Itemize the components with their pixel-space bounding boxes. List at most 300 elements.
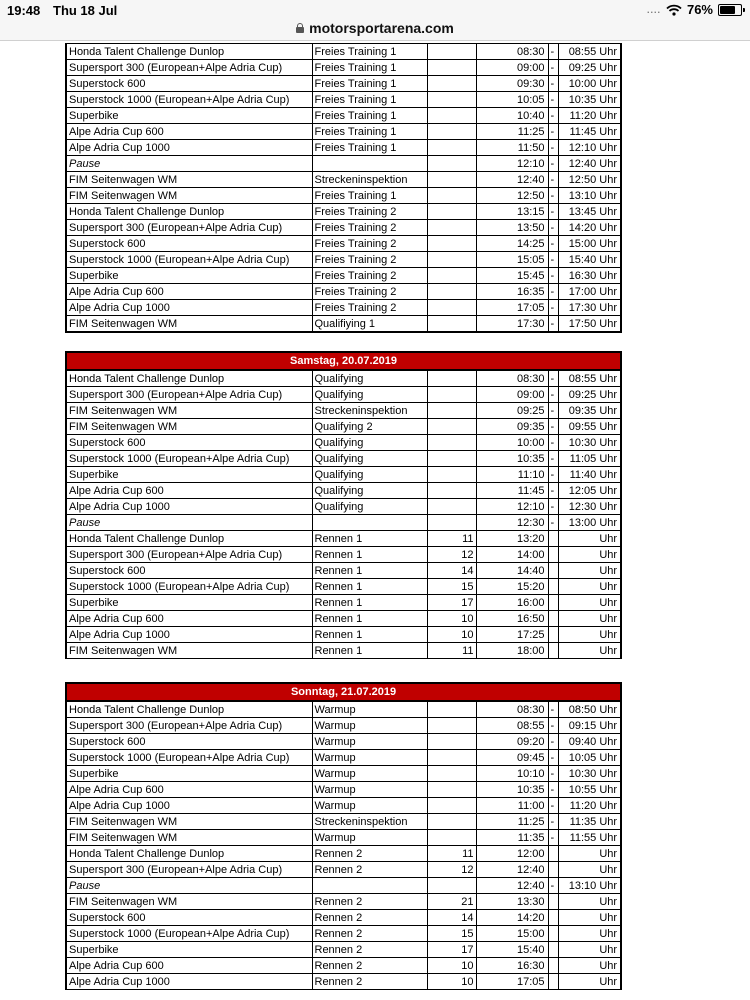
session-cell: Freies Training 1 xyxy=(312,124,427,140)
end-time-cell: 09:25 Uhr xyxy=(558,387,621,403)
class-cell: Supersport 300 (European+Alpe Adria Cup) xyxy=(66,220,312,236)
session-cell: Freies Training 2 xyxy=(312,220,427,236)
class-cell: FIM Seitenwagen WM xyxy=(66,403,312,419)
dash-cell: - xyxy=(548,766,558,782)
dash-cell: - xyxy=(548,284,558,300)
laps-cell xyxy=(427,766,476,782)
dash-cell xyxy=(548,595,558,611)
class-cell: Superstock 600 xyxy=(66,563,312,579)
laps-cell xyxy=(427,798,476,814)
battery-level-fill xyxy=(720,6,735,14)
start-time-cell: 10:35 xyxy=(476,451,548,467)
schedule-table-sonntag xyxy=(65,682,622,990)
start-time-cell: 09:45 xyxy=(476,750,548,766)
schedule-row xyxy=(66,611,621,627)
start-time-cell: 17:25 xyxy=(476,627,548,643)
schedule-row xyxy=(66,403,621,419)
laps-cell xyxy=(427,108,476,124)
class-cell: Superstock 1000 (European+Alpe Adria Cup) xyxy=(66,579,312,595)
session-cell: Freies Training 2 xyxy=(312,300,427,316)
dash-cell xyxy=(548,563,558,579)
dash-cell xyxy=(548,894,558,910)
battery-icon xyxy=(718,4,742,16)
address-bar[interactable] xyxy=(0,20,750,41)
laps-cell xyxy=(427,220,476,236)
dash-cell: - xyxy=(548,268,558,284)
dash-cell: - xyxy=(548,76,558,92)
class-cell: Honda Talent Challenge Dunlop xyxy=(66,846,312,862)
wifi-icon xyxy=(666,4,682,16)
laps-cell xyxy=(427,419,476,435)
start-time-cell: 14:20 xyxy=(476,910,548,926)
dash-cell xyxy=(548,611,558,627)
end-time-cell: Uhr xyxy=(558,958,621,974)
schedule-row xyxy=(66,451,621,467)
laps-cell: 21 xyxy=(427,894,476,910)
laps-cell xyxy=(427,387,476,403)
session-cell: Rennen 2 xyxy=(312,942,427,958)
schedule-row xyxy=(66,734,621,750)
session-cell: Warmup xyxy=(312,701,427,718)
start-time-cell: 10:40 xyxy=(476,108,548,124)
end-time-cell: Uhr xyxy=(558,547,621,563)
class-cell: Alpe Adria Cup 1000 xyxy=(66,627,312,643)
session-cell: Warmup xyxy=(312,830,427,846)
start-time-cell: 12:10 xyxy=(476,499,548,515)
dash-cell: - xyxy=(548,370,558,387)
schedule-row xyxy=(66,830,621,846)
start-time-cell: 13:15 xyxy=(476,204,548,220)
start-time-cell: 16:50 xyxy=(476,611,548,627)
class-cell: Honda Talent Challenge Dunlop xyxy=(66,531,312,547)
end-time-cell: 17:50 Uhr xyxy=(558,316,621,333)
dash-cell: - xyxy=(548,750,558,766)
laps-cell xyxy=(427,467,476,483)
dash-cell: - xyxy=(548,451,558,467)
start-time-cell: 11:50 xyxy=(476,140,548,156)
laps-cell xyxy=(427,750,476,766)
start-time-cell: 12:50 xyxy=(476,188,548,204)
session-cell: Rennen 1 xyxy=(312,579,427,595)
dash-cell xyxy=(548,862,558,878)
start-time-cell: 15:00 xyxy=(476,926,548,942)
laps-cell: 15 xyxy=(427,579,476,595)
start-time-cell: 09:00 xyxy=(476,387,548,403)
session-cell: Freies Training 2 xyxy=(312,236,427,252)
start-time-cell: 10:35 xyxy=(476,782,548,798)
laps-cell: 14 xyxy=(427,563,476,579)
end-time-cell: 13:45 Uhr xyxy=(558,204,621,220)
class-cell: Alpe Adria Cup 600 xyxy=(66,483,312,499)
start-time-cell: 13:20 xyxy=(476,531,548,547)
end-time-cell: 10:35 Uhr xyxy=(558,92,621,108)
start-time-cell: 14:00 xyxy=(476,547,548,563)
schedule-row xyxy=(66,316,621,333)
end-time-cell: 16:30 Uhr xyxy=(558,268,621,284)
schedule-row xyxy=(66,814,621,830)
start-time-cell: 12:10 xyxy=(476,156,548,172)
session-cell: Qualifying 2 xyxy=(312,419,427,435)
class-cell: Superstock 600 xyxy=(66,435,312,451)
class-cell: Superstock 1000 (European+Alpe Adria Cup) xyxy=(66,92,312,108)
session-cell: Warmup xyxy=(312,782,427,798)
status-time: 19:48 xyxy=(7,3,41,18)
laps-cell: 10 xyxy=(427,974,476,990)
session-cell: Freies Training 1 xyxy=(312,60,427,76)
dash-cell: - xyxy=(548,204,558,220)
start-time-cell: 12:40 xyxy=(476,172,548,188)
laps-cell xyxy=(427,60,476,76)
end-time-cell: 10:55 Uhr xyxy=(558,782,621,798)
end-time-cell: 11:45 Uhr xyxy=(558,124,621,140)
start-time-cell: 15:20 xyxy=(476,579,548,595)
end-time-cell: 12:05 Uhr xyxy=(558,483,621,499)
laps-cell xyxy=(427,435,476,451)
laps-cell xyxy=(427,403,476,419)
class-cell: Superbike xyxy=(66,942,312,958)
end-time-cell: 08:55 Uhr xyxy=(558,370,621,387)
day-header: Samstag, 20.07.2019 xyxy=(66,352,621,370)
end-time-cell: 08:55 Uhr xyxy=(558,44,621,60)
class-cell: Alpe Adria Cup 1000 xyxy=(66,798,312,814)
dash-cell: - xyxy=(548,718,558,734)
signal-dots-icon: .... xyxy=(646,4,661,15)
class-cell: Superstock 600 xyxy=(66,910,312,926)
dash-cell: - xyxy=(548,220,558,236)
laps-cell xyxy=(427,316,476,333)
end-time-cell: Uhr xyxy=(558,942,621,958)
schedule-row xyxy=(66,140,621,156)
status-date: Thu 18 Jul xyxy=(53,3,118,18)
end-time-cell: Uhr xyxy=(558,611,621,627)
schedule-row xyxy=(66,483,621,499)
class-cell: Alpe Adria Cup 600 xyxy=(66,782,312,798)
schedule-row xyxy=(66,156,621,172)
dash-cell: - xyxy=(548,172,558,188)
schedule-row xyxy=(66,579,621,595)
class-cell: Honda Talent Challenge Dunlop xyxy=(66,701,312,718)
session-cell xyxy=(312,156,427,172)
url-text: motorsportarena.com xyxy=(309,20,454,36)
schedule-rows xyxy=(66,701,621,990)
end-time-cell: Uhr xyxy=(558,595,621,611)
schedule-row xyxy=(66,862,621,878)
start-time-cell: 18:00 xyxy=(476,643,548,659)
laps-cell: 11 xyxy=(427,643,476,659)
end-time-cell: Uhr xyxy=(558,643,621,659)
class-cell: Pause xyxy=(66,156,312,172)
class-cell: Superbike xyxy=(66,108,312,124)
end-time-cell: 08:50 Uhr xyxy=(558,701,621,718)
dash-cell xyxy=(548,531,558,547)
dash-cell: - xyxy=(548,108,558,124)
end-time-cell: 11:20 Uhr xyxy=(558,108,621,124)
laps-cell: 12 xyxy=(427,862,476,878)
schedule-rows xyxy=(66,370,621,659)
end-time-cell: 12:10 Uhr xyxy=(558,140,621,156)
start-time-cell: 10:10 xyxy=(476,766,548,782)
session-cell: Freies Training 1 xyxy=(312,108,427,124)
start-time-cell: 13:30 xyxy=(476,894,548,910)
end-time-cell: Uhr xyxy=(558,910,621,926)
start-time-cell: 12:40 xyxy=(476,878,548,894)
laps-cell xyxy=(427,268,476,284)
schedule-row xyxy=(66,268,621,284)
start-time-cell: 08:55 xyxy=(476,718,548,734)
laps-cell xyxy=(427,252,476,268)
schedule-table-friday xyxy=(65,43,622,333)
session-cell: Warmup xyxy=(312,766,427,782)
start-time-cell: 15:40 xyxy=(476,942,548,958)
start-time-cell: 11:35 xyxy=(476,830,548,846)
class-cell: Alpe Adria Cup 600 xyxy=(66,958,312,974)
dash-cell: - xyxy=(548,878,558,894)
dash-cell: - xyxy=(548,140,558,156)
laps-cell xyxy=(427,515,476,531)
end-time-cell: 11:05 Uhr xyxy=(558,451,621,467)
class-cell: Superbike xyxy=(66,268,312,284)
class-cell: Superstock 1000 (European+Alpe Adria Cup) xyxy=(66,750,312,766)
status-bar xyxy=(0,0,750,20)
schedule-row xyxy=(66,798,621,814)
class-cell: Supersport 300 (European+Alpe Adria Cup) xyxy=(66,862,312,878)
dash-cell: - xyxy=(548,44,558,60)
end-time-cell: 10:30 Uhr xyxy=(558,435,621,451)
laps-cell xyxy=(427,92,476,108)
laps-cell: 10 xyxy=(427,611,476,627)
end-time-cell: 09:55 Uhr xyxy=(558,419,621,435)
dash-cell: - xyxy=(548,403,558,419)
dash-cell: - xyxy=(548,701,558,718)
class-cell: Alpe Adria Cup 600 xyxy=(66,611,312,627)
session-cell: Streckeninspektion xyxy=(312,403,427,419)
session-cell: Rennen 1 xyxy=(312,547,427,563)
session-cell: Freies Training 2 xyxy=(312,204,427,220)
class-cell: Supersport 300 (European+Alpe Adria Cup) xyxy=(66,718,312,734)
session-cell: Rennen 1 xyxy=(312,563,427,579)
start-time-cell: 16:00 xyxy=(476,595,548,611)
class-cell: Supersport 300 (European+Alpe Adria Cup) xyxy=(66,387,312,403)
dash-cell xyxy=(548,846,558,862)
session-cell xyxy=(312,878,427,894)
dash-cell: - xyxy=(548,499,558,515)
schedule-row xyxy=(66,701,621,718)
class-cell: Superstock 1000 (European+Alpe Adria Cup) xyxy=(66,926,312,942)
lock-icon xyxy=(296,23,304,33)
start-time-cell: 14:40 xyxy=(476,563,548,579)
laps-cell xyxy=(427,156,476,172)
session-cell: Freies Training 1 xyxy=(312,188,427,204)
start-time-cell: 12:40 xyxy=(476,862,548,878)
end-time-cell: Uhr xyxy=(558,531,621,547)
end-time-cell: Uhr xyxy=(558,579,621,595)
session-cell: Qualifying xyxy=(312,435,427,451)
session-cell: Warmup xyxy=(312,798,427,814)
dash-cell: - xyxy=(548,435,558,451)
start-time-cell: 11:25 xyxy=(476,814,548,830)
class-cell: Alpe Adria Cup 1000 xyxy=(66,140,312,156)
session-cell: Rennen 2 xyxy=(312,862,427,878)
class-cell: Supersport 300 (European+Alpe Adria Cup) xyxy=(66,547,312,563)
end-time-cell: 15:40 Uhr xyxy=(558,252,621,268)
end-time-cell: 12:30 Uhr xyxy=(558,499,621,515)
laps-cell: 11 xyxy=(427,846,476,862)
schedule-row xyxy=(66,718,621,734)
class-cell: FIM Seitenwagen WM xyxy=(66,419,312,435)
schedule-row xyxy=(66,92,621,108)
session-cell: Rennen 1 xyxy=(312,595,427,611)
start-time-cell: 11:45 xyxy=(476,483,548,499)
start-time-cell: 08:30 xyxy=(476,370,548,387)
laps-cell: 10 xyxy=(427,958,476,974)
end-time-cell: 13:00 Uhr xyxy=(558,515,621,531)
start-time-cell: 12:30 xyxy=(476,515,548,531)
dash-cell: - xyxy=(548,483,558,499)
class-cell: Alpe Adria Cup 1000 xyxy=(66,300,312,316)
laps-cell xyxy=(427,76,476,92)
class-cell: Pause xyxy=(66,878,312,894)
laps-cell: 10 xyxy=(427,627,476,643)
start-time-cell: 12:00 xyxy=(476,846,548,862)
class-cell: FIM Seitenwagen WM xyxy=(66,830,312,846)
laps-cell xyxy=(427,172,476,188)
dash-cell: - xyxy=(548,419,558,435)
session-cell: Rennen 2 xyxy=(312,958,427,974)
session-cell: Rennen 2 xyxy=(312,974,427,990)
dash-cell: - xyxy=(548,252,558,268)
schedule-row xyxy=(66,435,621,451)
end-time-cell: 11:55 Uhr xyxy=(558,830,621,846)
start-time-cell: 15:05 xyxy=(476,252,548,268)
end-time-cell: 09:40 Uhr xyxy=(558,734,621,750)
class-cell: Superbike xyxy=(66,467,312,483)
schedule-row xyxy=(66,750,621,766)
schedule-row xyxy=(66,499,621,515)
schedule-row xyxy=(66,766,621,782)
start-time-cell: 13:50 xyxy=(476,220,548,236)
schedule-row xyxy=(66,204,621,220)
class-cell: FIM Seitenwagen WM xyxy=(66,188,312,204)
start-time-cell: 08:30 xyxy=(476,701,548,718)
laps-cell xyxy=(427,782,476,798)
end-time-cell: Uhr xyxy=(558,862,621,878)
session-cell: Freies Training 2 xyxy=(312,268,427,284)
dash-cell: - xyxy=(548,300,558,316)
end-time-cell: 09:35 Uhr xyxy=(558,403,621,419)
laps-cell xyxy=(427,830,476,846)
session-cell: Qualifying xyxy=(312,467,427,483)
dash-cell: - xyxy=(548,734,558,750)
end-time-cell: 11:40 Uhr xyxy=(558,467,621,483)
end-time-cell: Uhr xyxy=(558,974,621,990)
schedule-row xyxy=(66,595,621,611)
class-cell: Superbike xyxy=(66,766,312,782)
laps-cell xyxy=(427,814,476,830)
session-cell: Rennen 1 xyxy=(312,531,427,547)
end-time-cell: 10:05 Uhr xyxy=(558,750,621,766)
end-time-cell: Uhr xyxy=(558,894,621,910)
schedule-table-samstag xyxy=(65,351,622,659)
class-cell: Honda Talent Challenge Dunlop xyxy=(66,370,312,387)
schedule-row xyxy=(66,467,621,483)
battery-percent: 76% xyxy=(686,2,713,17)
laps-cell xyxy=(427,140,476,156)
dash-cell: - xyxy=(548,798,558,814)
end-time-cell: 12:40 Uhr xyxy=(558,156,621,172)
session-cell: Qualifying xyxy=(312,387,427,403)
schedule-row xyxy=(66,627,621,643)
session-cell: Rennen 2 xyxy=(312,910,427,926)
schedule-row xyxy=(66,236,621,252)
laps-cell xyxy=(427,734,476,750)
laps-cell xyxy=(427,701,476,718)
url-display[interactable] xyxy=(296,21,454,35)
dash-cell: - xyxy=(548,515,558,531)
class-cell: FIM Seitenwagen WM xyxy=(66,894,312,910)
end-time-cell: 17:00 Uhr xyxy=(558,284,621,300)
class-cell: FIM Seitenwagen WM xyxy=(66,814,312,830)
class-cell: Superstock 600 xyxy=(66,76,312,92)
start-time-cell: 08:30 xyxy=(476,44,548,60)
class-cell: Superbike xyxy=(66,595,312,611)
laps-cell: 15 xyxy=(427,926,476,942)
schedule-row xyxy=(66,284,621,300)
session-cell: Qualifying xyxy=(312,451,427,467)
laps-cell xyxy=(427,718,476,734)
laps-cell xyxy=(427,44,476,60)
schedule-row xyxy=(66,370,621,387)
laps-cell xyxy=(427,124,476,140)
dash-cell: - xyxy=(548,782,558,798)
start-time-cell: 09:25 xyxy=(476,403,548,419)
session-cell: Rennen 1 xyxy=(312,611,427,627)
class-cell: Superstock 600 xyxy=(66,236,312,252)
start-time-cell: 14:25 xyxy=(476,236,548,252)
class-cell: Superstock 600 xyxy=(66,734,312,750)
start-time-cell: 09:35 xyxy=(476,419,548,435)
laps-cell: 11 xyxy=(427,531,476,547)
schedule-row xyxy=(66,643,621,659)
start-time-cell: 17:05 xyxy=(476,300,548,316)
start-time-cell: 10:05 xyxy=(476,92,548,108)
session-cell: Qualifying xyxy=(312,483,427,499)
end-time-cell: 11:35 Uhr xyxy=(558,814,621,830)
end-time-cell: Uhr xyxy=(558,926,621,942)
session-cell: Rennen 2 xyxy=(312,894,427,910)
session-cell: Freies Training 1 xyxy=(312,92,427,108)
class-cell: Honda Talent Challenge Dunlop xyxy=(66,204,312,220)
laps-cell xyxy=(427,204,476,220)
end-time-cell: 13:10 Uhr xyxy=(558,188,621,204)
schedule-row xyxy=(66,515,621,531)
end-time-cell: 09:15 Uhr xyxy=(558,718,621,734)
start-time-cell: 15:45 xyxy=(476,268,548,284)
class-cell: Honda Talent Challenge Dunlop xyxy=(66,44,312,60)
session-cell: Qualifying xyxy=(312,499,427,515)
dash-cell: - xyxy=(548,814,558,830)
laps-cell xyxy=(427,188,476,204)
laps-cell xyxy=(427,483,476,499)
end-time-cell: Uhr xyxy=(558,627,621,643)
end-time-cell: 10:30 Uhr xyxy=(558,766,621,782)
laps-cell xyxy=(427,236,476,252)
class-cell: Alpe Adria Cup 600 xyxy=(66,124,312,140)
end-time-cell: 15:00 Uhr xyxy=(558,236,621,252)
dash-cell xyxy=(548,958,558,974)
end-time-cell: 13:10 Uhr xyxy=(558,878,621,894)
class-cell: FIM Seitenwagen WM xyxy=(66,643,312,659)
dash-cell xyxy=(548,942,558,958)
